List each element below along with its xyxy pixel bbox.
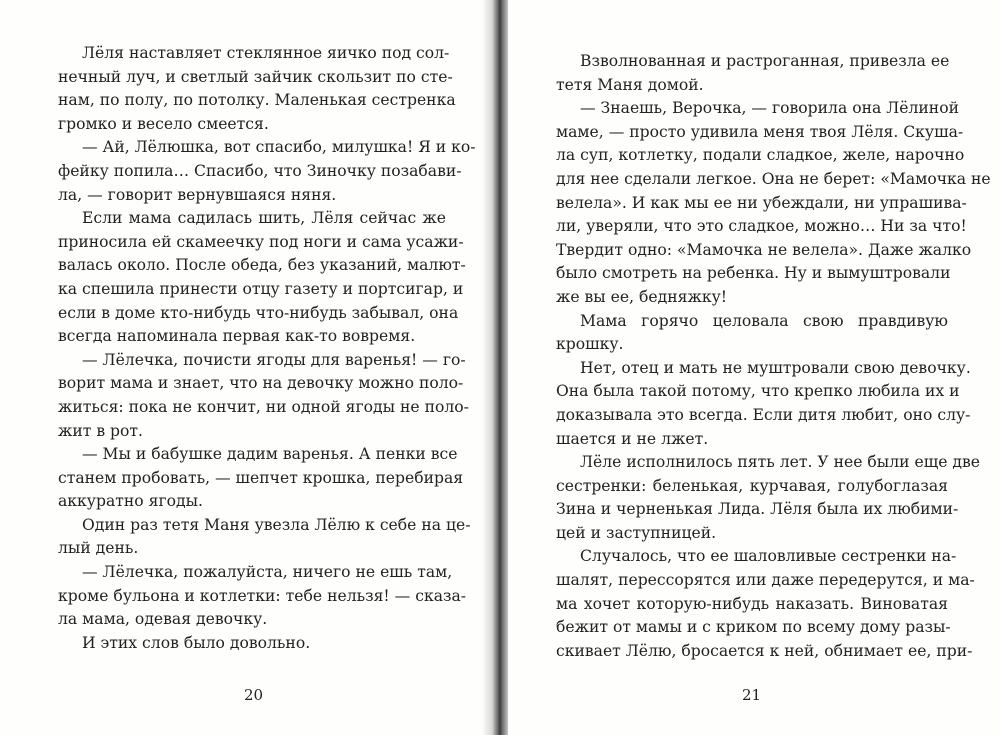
text-line: ла, — говорит вернувшаяся няня. xyxy=(58,185,337,204)
text-line: Мама горячо целовала свою правдивую xyxy=(580,311,948,330)
text-line: всегда напоминала первая как-то вовремя. xyxy=(58,327,416,346)
text-line: кроме бульона и котлетки: тебе нельзя! — сказа- xyxy=(58,586,467,605)
text-line: ка спешила принести отцу газету и портсигар, и xyxy=(58,279,464,298)
text-line: Нет, отец и мать не муштровали свою девочку. xyxy=(580,358,971,377)
right-page-number: 21 xyxy=(742,686,762,704)
text-line: велела». И как мы ее ни убеждали, ни упрашива- xyxy=(556,193,967,212)
text-line: Случалось, что ее шаловливые сестренки на- xyxy=(580,547,957,566)
text-line: крошку. xyxy=(556,335,624,354)
text-line: И этих слов было довольно. xyxy=(82,633,311,652)
text-line: ла суп, котлетку, подали сладкое, желе, нарочно xyxy=(556,146,965,165)
right-page-text xyxy=(556,50,991,663)
text-line: же вы ее, бедняжку! xyxy=(556,287,728,306)
text-line: шалят, перессорятся или даже передерутся, и ма- xyxy=(556,571,975,590)
text-line: — Знаешь, Верочка, — говорила она Лёлиной xyxy=(580,99,959,118)
text-line: житься: пока не кончит, ни одной ягоды не поло- xyxy=(58,397,469,416)
text-line: Взволнованная и растроганная, привезла ее xyxy=(580,52,950,70)
left-page-text xyxy=(58,42,476,655)
text-line: — Ай, Лёлюшка, вот спасибо, милушка! Я и ко- xyxy=(82,138,476,157)
text-line: шается и не лжет. xyxy=(556,429,709,448)
text-line: доказывала это всегда. Если дитя любит, оно слу- xyxy=(556,405,971,424)
text-line: Лёле исполнилось пять лет. У нее были еще две xyxy=(580,453,980,472)
text-line: ли, уверяли, что это сладкое, можно… Ни за что! xyxy=(556,217,967,236)
text-line: тетя Маня домой. xyxy=(556,75,704,94)
text-line: жит в рот. xyxy=(58,421,144,440)
text-line: станем пробовать, — шепчет крошка, перебирая xyxy=(58,468,464,487)
text-line: нечный луч, и светлый зайчик скользит по сте- xyxy=(58,67,453,86)
text-line: ма хочет которую-нибудь наказать. Виноватая xyxy=(556,594,948,613)
left-page xyxy=(0,0,492,735)
text-line: Твердит одно: «Мамочка не велела». Даже жалко xyxy=(556,240,972,259)
text-line: Она была такой потому, что крепко любила их и xyxy=(556,382,960,401)
text-line: если в доме кто-нибудь что-нибудь забывал, она xyxy=(58,303,459,322)
text-line: бежит от мамы и с криком по всему дому разы- xyxy=(556,618,951,637)
text-line: Один раз тетя Маня увезла Лёлю к себе на це- xyxy=(82,515,471,534)
left-page-number: 20 xyxy=(244,686,264,704)
text-line: маме, — просто удивила меня твоя Лёля. Скуша- xyxy=(556,122,964,141)
text-line: громко и весело смеется. xyxy=(58,114,269,133)
text-line: — Мы и бабушке дадим варенья. А пенки все xyxy=(82,445,458,464)
text-line: ла мама, одевая девочку. xyxy=(58,610,268,629)
text-line: лый день. xyxy=(58,539,139,558)
text-line: было смотреть на ребенка. Ну и вымуштровали xyxy=(556,264,951,283)
text-line: цей и заступницей. xyxy=(556,523,717,542)
text-line: ворит мама и знает, что на девочку можно поло- xyxy=(58,374,464,393)
text-line: Если мама садилась шить, Лёля сейчас же xyxy=(82,209,446,228)
text-line: нам, по полу, по потолку. Маленькая сестренка xyxy=(58,91,456,110)
text-line: Лёля наставляет стеклянное яичко под сол- xyxy=(82,44,450,62)
right-page xyxy=(508,0,1000,735)
text-line: приносила ей скамеечку под ноги и сама усажи- xyxy=(58,232,464,251)
text-line: фейку попила… Спасибо, что Зиночку позабави- xyxy=(58,161,462,180)
text-line: — Лёлечка, пожалуйста, ничего не ешь там, xyxy=(82,563,453,582)
text-line: Зина и черненькая Лида. Лёля была их любими- xyxy=(556,500,959,519)
text-line: аккуратно ягоды. xyxy=(58,492,203,511)
text-line: валась около. После обеда, без указаний, малют- xyxy=(58,256,466,275)
text-line: — Лёлечка, почисти ягоды для варенья! — го- xyxy=(82,350,466,369)
text-line: для нее сделали легкое. Она не берет: «Мамочка не xyxy=(556,169,991,188)
text-line: скивает Лёлю, бросается к ней, обнимает ее, при- xyxy=(556,641,973,660)
text-line: сестренки: беленькая, курчавая, голубоглазая xyxy=(556,476,948,495)
